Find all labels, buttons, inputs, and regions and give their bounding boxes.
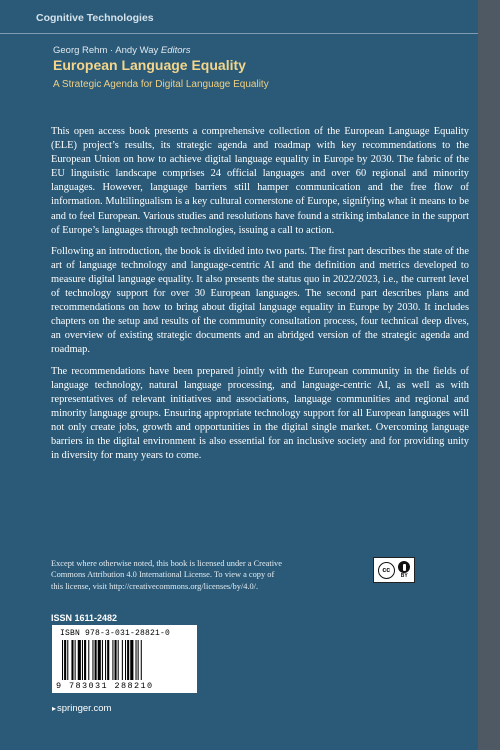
top-rule [0, 33, 478, 34]
publisher-link[interactable] [52, 703, 111, 714]
cc-icon: cc [378, 562, 395, 579]
publisher-name: springer.com [57, 703, 112, 714]
series-name: Cognitive Technologies [36, 12, 154, 24]
blurb-paragraph-3: The recommendations have been prepared jointly with the European community in the fields of language technology, natural language processing, and language-centric AI, as well as with representatives of relevant initiatives and associations, language communities and regional and minority language groups. Ensuring appropriate technology support for all European languages will not only create jobs, growth and opportunities in the digital single market. Overcoming language barriers in the digital environment is also essential for an inclusive society and for providing unity in diversity for many years to come. [51, 365, 469, 462]
blurb-paragraph-2: Following an introduction, the book is divided into two parts. The first part describes the state of the art of language technology and language-centric AI and the definition and metrics developed to measure digital language equality. It also presents the status quo in 2022/2023, i.e., the current level of technology support for over 30 European languages. The second part describes plans and recommendations on how to bring about digital language equality in Europe by 2030. It includes chapters on the setup and results of the community consultation process, four technical deep dives, an overview of existing strategic documents and an abridged version of the strategic agenda and roadmap. [51, 245, 469, 356]
license-notice: Except where otherwise noted, this book is licensed under a Creative Commons Attribution 4.0 International License. To view a copy of this license, visit http://creativecommons.org/licenses/by/4.0/. [51, 559, 282, 591]
blurb-paragraph-1: This open access book presents a comprehensive collection of the European Language Equality (ELE) project’s results, its strategic agenda and roadmap with key recommendations to the European Union on how to achieve digital language equality in Europe by 2030. The fabric of the EU linguistic landscape comprises 24 official languages and over 60 regional and minority languages. However, language barriers still hamper communication and the free flow of information. Multilingualism is a key cultural cornerstone of Europe, signifying what it means to be and to feel European. Various studies and resolutions have found a striking imbalance in the support of Europe’s languages through technologies, issuing a call to action. [51, 126, 469, 236]
editor-names: Georg Rehm · Andy Way [53, 45, 159, 56]
book-subtitle: A Strategic Agenda for Digital Language Equality [53, 79, 269, 90]
barcode [52, 625, 197, 693]
book-title: European Language Equality [53, 57, 246, 73]
arrow-icon: ▸ [52, 704, 57, 713]
blurb [51, 125, 469, 470]
person-icon [398, 561, 410, 573]
barcode-digits: 9 783031 288210 [56, 681, 154, 691]
by-icon [398, 561, 410, 579]
creative-commons-by-icon [373, 557, 415, 583]
editor-role: Editors [160, 45, 191, 56]
barcode-bars [62, 640, 188, 680]
isbn-label: ISBN 978-3-031-28821-0 [60, 629, 171, 638]
by-label: BY [400, 573, 408, 579]
issn: ISSN 1611-2482 [51, 613, 118, 623]
spine-band [478, 0, 500, 750]
editors-line [53, 45, 190, 56]
